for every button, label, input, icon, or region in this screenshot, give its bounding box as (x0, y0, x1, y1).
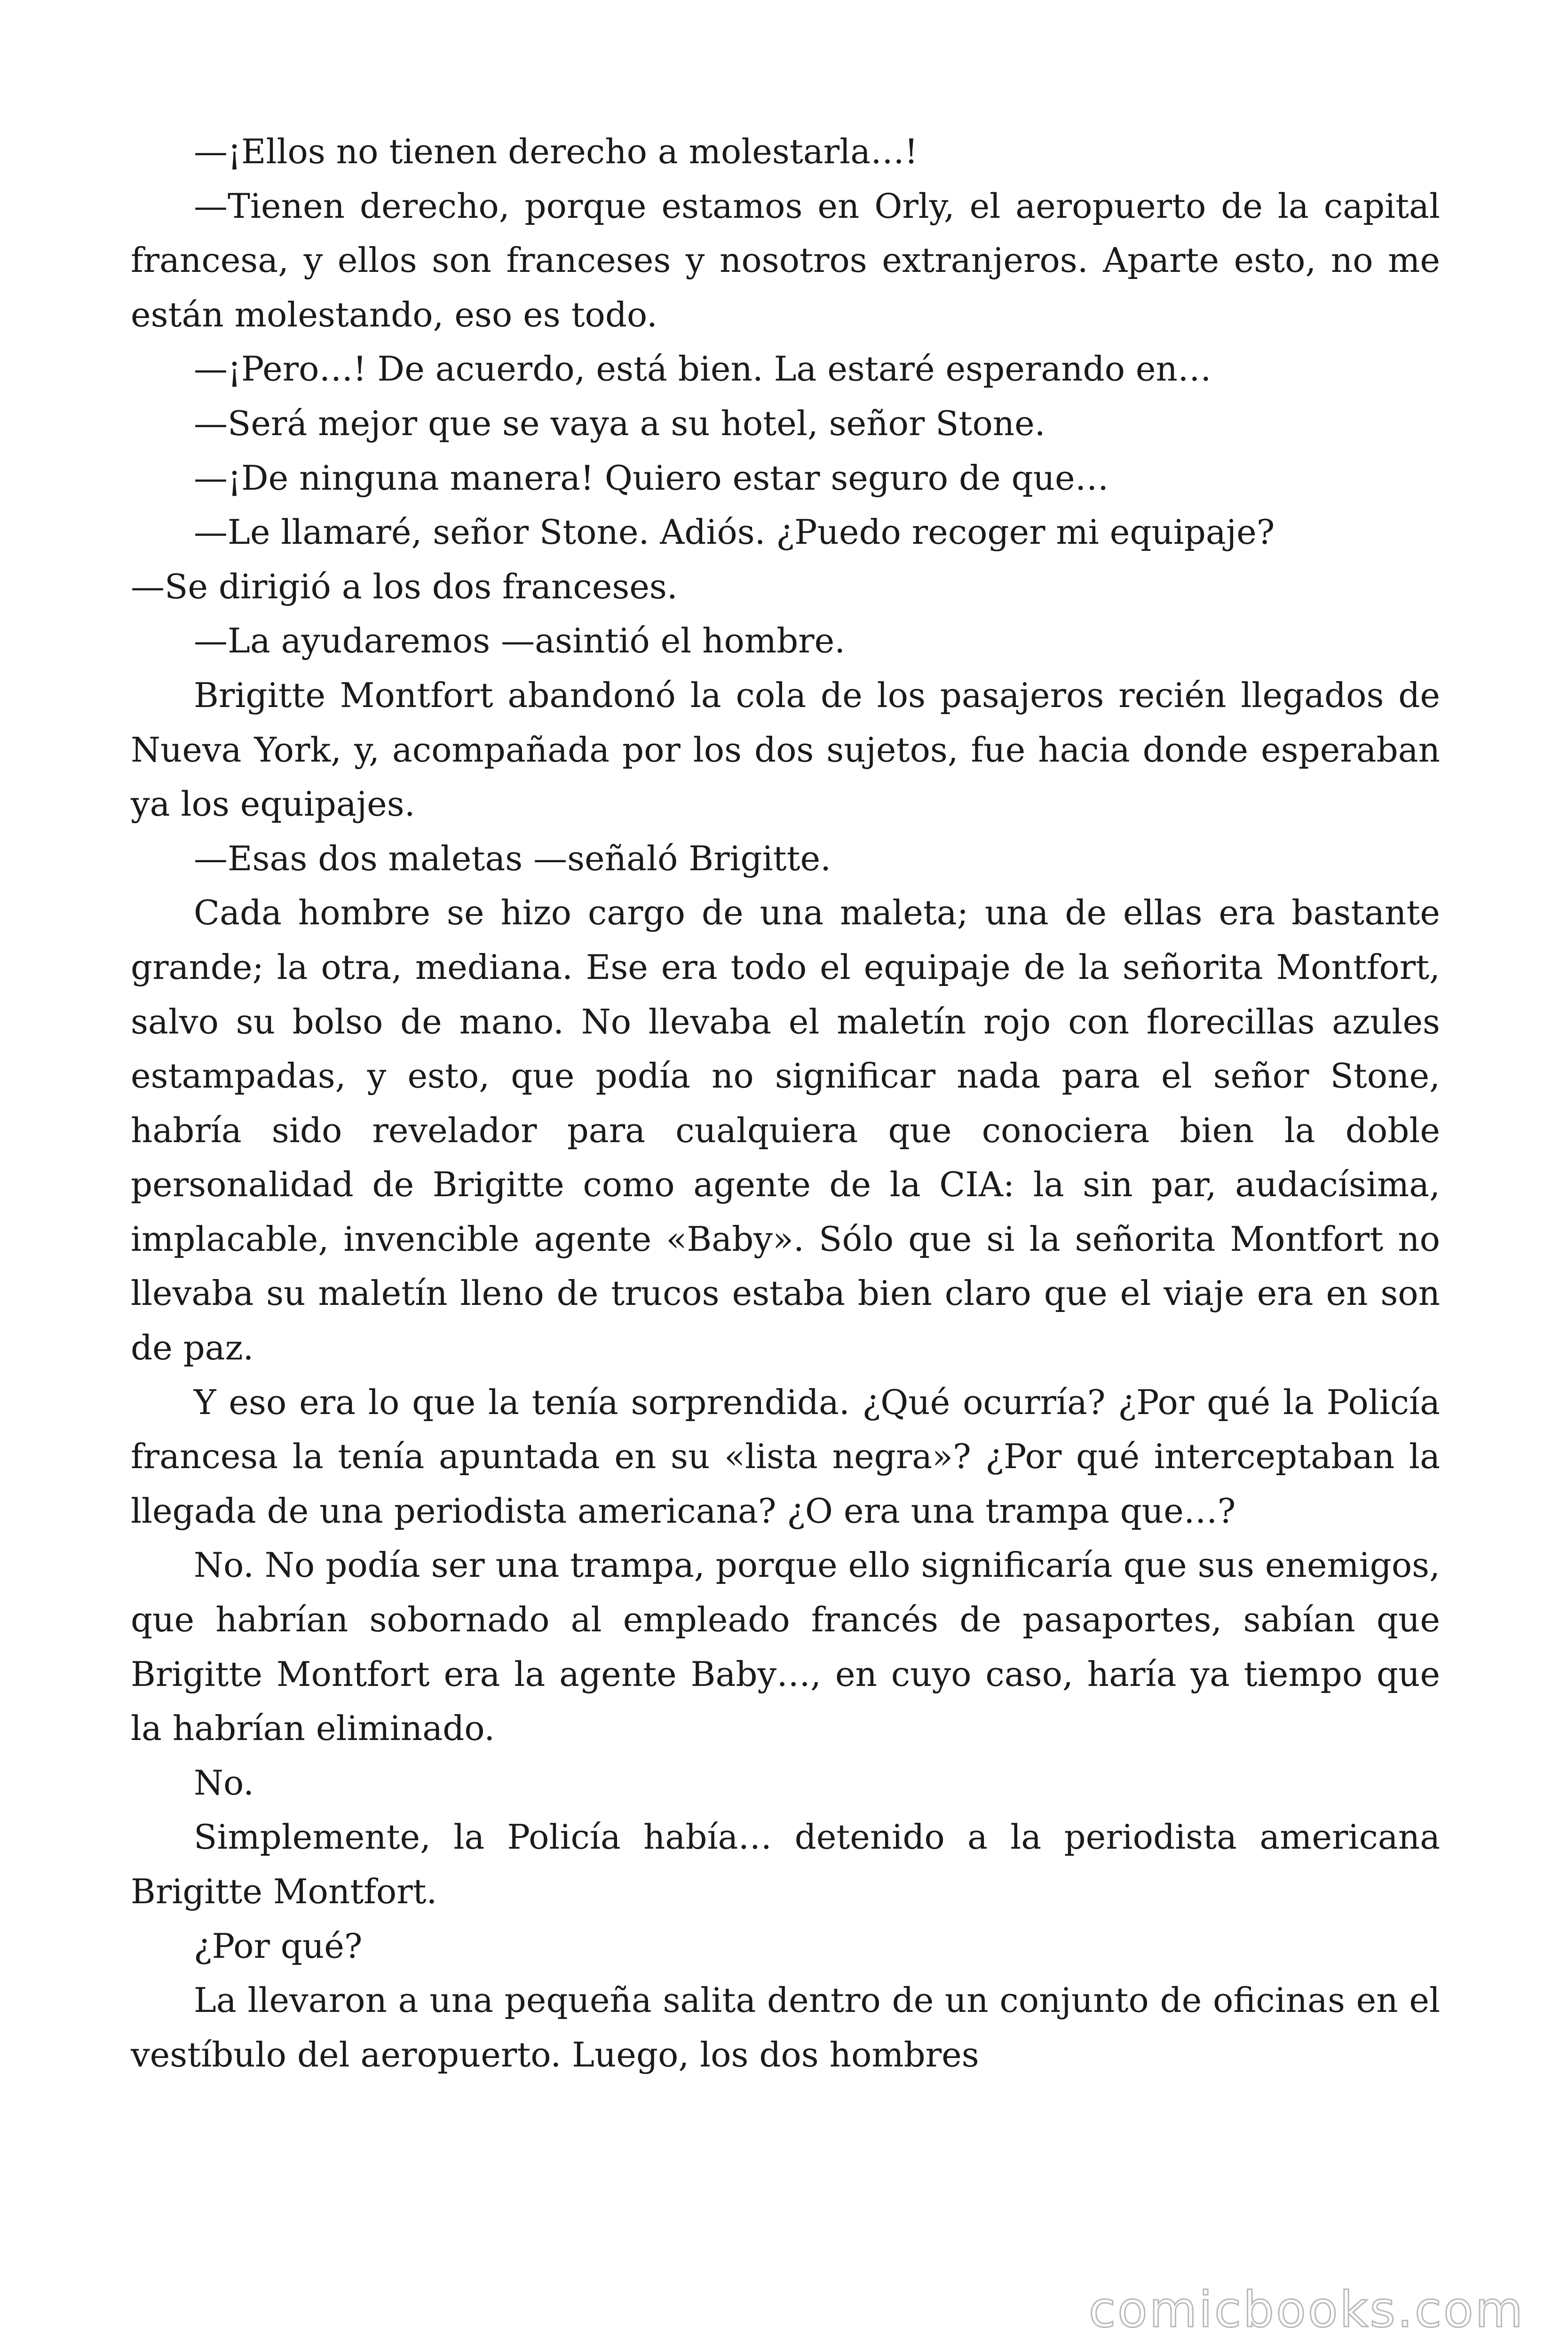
paragraph-1: —¡Ellos no tienen derecho a molestarla…! (194, 132, 918, 171)
paragraph-16: La llevaron a una pequeña salita dentro de un conjunto de oficinas en el vestíbulo del aeropuerto. Luego, los dos hombres (131, 1980, 1440, 2074)
paragraph-15: ¿Por qué? (194, 1926, 363, 1966)
book-page-text (131, 125, 1440, 2082)
paragraph-6: —Le llamaré, señor Stone. Adiós. ¿Puedo recoger mi equipaje? (194, 512, 1275, 552)
paragraph-2: —Tienen derecho, porque estamos en Orly, el aeropuerto de la capital francesa, y ellos son franceses y nosotros extranjeros. Aparte esto, no me están molestando, eso es todo. (131, 186, 1440, 334)
paragraph-13: No. (194, 1763, 254, 1803)
paragraph-5: —¡De ninguna manera! Quiero estar seguro de que… (194, 458, 1109, 498)
paragraph-14: Simplemente, la Policía había… detenido a la periodista americana Brigitte Montfort. (131, 1817, 1440, 1911)
paragraph-8: Brigitte Montfort abandonó la cola de los pasajeros recién llegados de Nueva York, y, acompañada por los dos sujetos, fue hacia donde esperaban ya los equipajes. (131, 675, 1440, 824)
site-watermark: comicbooks.com (1088, 2281, 1525, 2338)
paragraph-6-continued: —Se dirigió a los dos franceses. (131, 566, 678, 606)
paragraph-4: —Será mejor que se vaya a su hotel, señor Stone. (194, 403, 1045, 443)
paragraph-12: No. No podía ser una trampa, porque ello significaría que sus enemigos, que habrían sobornado al empleado francés de pasaportes, sabían que Brigitte Montfort era la agente Baby…, en cuyo caso, haría ya tiempo que la habrían eliminado. (131, 1545, 1440, 1748)
paragraph-11: Y eso era lo que la tenía sorprendida. ¿Qué ocurría? ¿Por qué la Policía francesa la tenía apuntada en su «lista negra»? ¿Por qué interceptaban la llegada de una periodista americana? ¿O era una trampa que…? (131, 1382, 1440, 1531)
paragraph-10: Cada hombre se hizo cargo de una maleta; una de ellas era bastante grande; la otra, mediana. Ese era todo el equipaje de la señorita Montfort, salvo su bolso de mano. No llevaba el maletín rojo con florecillas azules estampadas, y esto, que podía no significar nada para el señor Stone, habría sido revelador para cualquiera que conociera bien la doble personalidad de Brigitte como agente de la CIA: la sin par, audacísima, implacable, invencible agente «Baby». Sólo que si la señorita Montfort no llevaba su maletín lleno de trucos estaba bien claro que el viaje era en son de paz. (131, 893, 1440, 1368)
paragraph-3: —¡Pero…! De acuerdo, está bien. La estaré esperando en… (194, 349, 1212, 389)
paragraph-9: —Esas dos maletas —señaló Brigitte. (194, 838, 832, 878)
paragraph-7: —La ayudaremos —asintió el hombre. (194, 621, 846, 661)
